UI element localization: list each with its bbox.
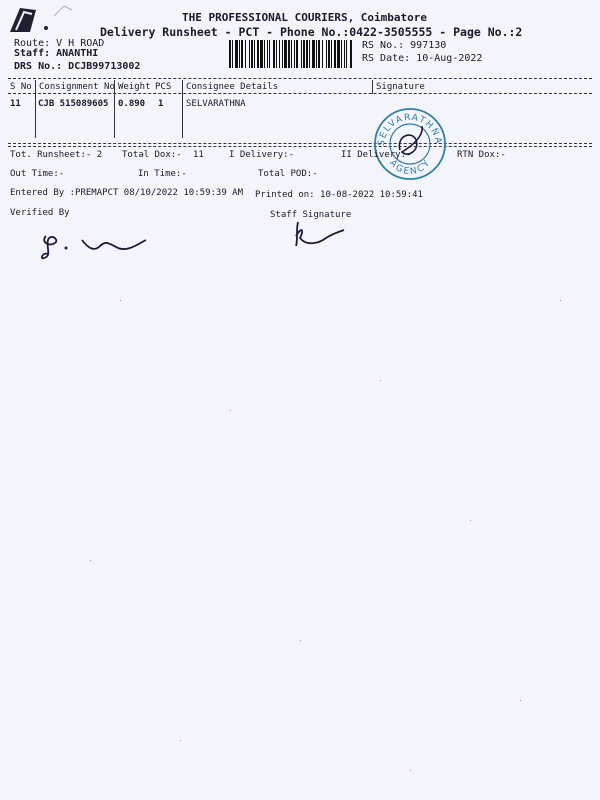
cell-sno: 11 xyxy=(10,99,21,109)
in-time: In Time:- xyxy=(138,169,187,179)
col-divider xyxy=(182,80,183,138)
i-delivery: I Delivery:- xyxy=(229,150,295,160)
cell-consignment: CJB 515089605 xyxy=(38,99,109,109)
header-signature: Signature xyxy=(376,82,425,92)
svg-text:AGENCY: AGENCY xyxy=(387,157,434,178)
header-consignment: Consignment No xyxy=(39,82,115,92)
cell-consignee: SELVARATHNA xyxy=(186,99,246,109)
staff-signature xyxy=(290,218,350,250)
table-header-rule xyxy=(8,93,592,94)
verifier-signature xyxy=(36,226,156,268)
verified-by-label: Verified By xyxy=(10,208,70,218)
total-dox-value: 11 xyxy=(193,150,204,160)
agency-stamp xyxy=(372,106,448,182)
runsheet-subtitle: Delivery Runsheet - PCT - Phone No.:0422-3505555 - Page No.:2 xyxy=(100,25,523,39)
printed-on: Printed on: 10-08-2022 10:59:41 xyxy=(255,190,423,200)
table-bottom-rule-2 xyxy=(8,146,592,147)
drs-number: DRS No.: DCJB99713002 xyxy=(14,61,141,72)
out-time: Out Time:- xyxy=(10,169,65,179)
header-weight: Weight xyxy=(118,82,151,92)
route-label: Route: V H ROAD xyxy=(14,38,105,49)
header-sno: S No xyxy=(10,82,32,92)
total-pod: Total POD:- xyxy=(258,169,318,179)
header-consignee: Consignee Details xyxy=(186,82,279,92)
total-runsheet: Tot. Runsheet:- 2 xyxy=(10,150,103,160)
entered-by: Entered By :PREMAPCT 08/10/2022 10:59:39 AM xyxy=(10,188,243,198)
total-dox-label: Total Dox:- xyxy=(122,150,182,160)
col-divider xyxy=(35,80,36,138)
staff-signature-label: Staff Signature xyxy=(270,210,352,220)
rs-number: RS No.: 997130 xyxy=(362,40,447,51)
ii-delivery: II Delivery:- xyxy=(341,150,412,160)
staff-label: Staff: ANANTHI xyxy=(14,48,99,59)
table-bottom-rule xyxy=(8,143,592,144)
svg-text:SELVARATHNA: SELVARATHNA xyxy=(376,112,444,147)
table-top-rule xyxy=(8,78,592,79)
barcode xyxy=(229,40,353,68)
col-divider xyxy=(372,80,373,94)
header-pcs: PCS xyxy=(155,82,172,92)
cell-pcs: 1 xyxy=(158,99,164,109)
company-logo xyxy=(6,2,76,38)
cell-weight: 0.890 xyxy=(118,99,146,109)
company-title: THE PROFESSIONAL COURIERS, Coimbatore xyxy=(182,11,428,24)
rtn-dox: RTN Dox:- xyxy=(457,150,506,160)
rs-date: RS Date: 10-Aug-2022 xyxy=(362,53,483,64)
